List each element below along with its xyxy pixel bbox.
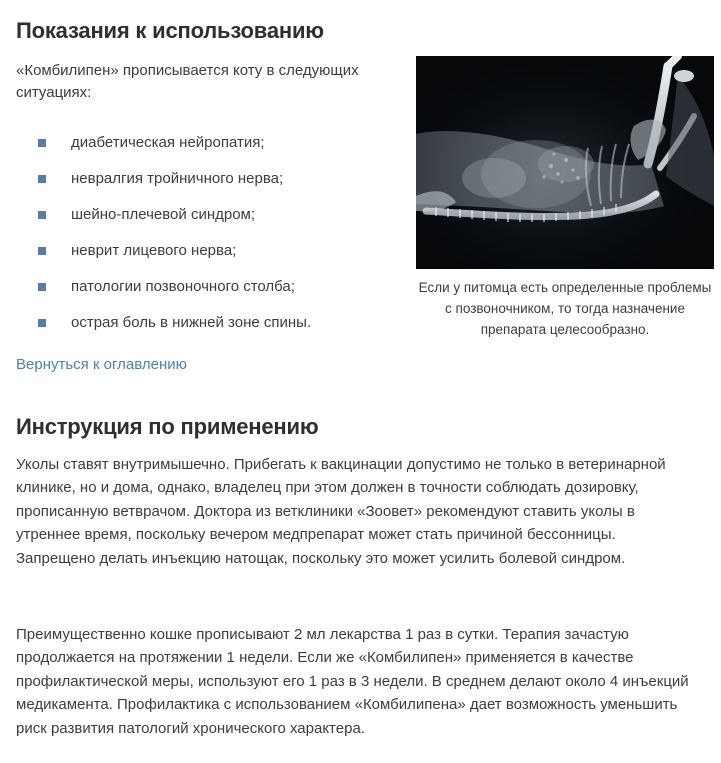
list-item-text: шейно-плечевой синдром; <box>71 206 256 223</box>
list-item <box>16 270 406 306</box>
list-item <box>16 162 406 198</box>
list-item-text: диабетическая нейропатия; <box>71 134 265 151</box>
instructions-heading: Инструкция по применению <box>16 414 319 439</box>
square-bullet-icon <box>38 319 46 327</box>
cat-xray-image <box>416 56 714 269</box>
square-bullet-icon <box>38 175 46 183</box>
list-item <box>16 306 406 342</box>
list-item-text: патологии позвоночного столба; <box>71 278 295 295</box>
square-bullet-icon <box>38 211 46 219</box>
list-item-text: острая боль в нижней зоне спины. <box>71 314 312 331</box>
back-to-contents-link[interactable]: Вернуться к оглавлению <box>16 356 187 373</box>
square-bullet-icon <box>38 247 46 255</box>
list-item-text: неврит лицевого нерва; <box>71 242 237 259</box>
list-item <box>16 234 406 270</box>
list-item <box>16 126 406 162</box>
instructions-paragraph-2: Преимущественно кошке прописывают 2 мл лекарства 1 раз в сутки. Терапия зачастую продолжается на протяжении 1 недели. Если же «Комбилипен» применяется в качестве профилактической меры, используют его 1 раз в 3 недели. В среднем делают около 4 инъекций медикамента. Профилактика с использованием «Комбилипена» дает возможность уменьшить риск развития патологий хронического характера. <box>16 626 689 737</box>
list-item <box>16 198 406 234</box>
indications-list <box>16 126 406 342</box>
square-bullet-icon <box>38 139 46 147</box>
indications-heading: Показания к использованию <box>16 18 324 43</box>
figure-caption: Если у питомца есть определенные проблемы с позвоночником, то тогда назначение препарата целесообразно. <box>418 280 712 337</box>
figure <box>416 56 714 340</box>
square-bullet-icon <box>38 283 46 291</box>
instructions-paragraph-1: Уколы ставят внутримышечно. Прибегать к вакцинации допустимо не только в ветеринарной клинике, но и дома, однако, владелец при этом должен в точности соблюдать дозировку, прописанную ветврачом. Доктора из ветклиники «Зоовет» рекомендуют ставить уколы в утреннее время, поскольку вечером медпрепарат может стать причиной бессонницы. Запрещено делать инъекцию натощак, поскольку это может усилить болевой синдром. <box>16 456 666 567</box>
list-item-text: невралгия тройничного нерва; <box>71 170 284 187</box>
indications-intro: «Комбилипен» прописывается коту в следующих ситуациях: <box>16 62 359 101</box>
